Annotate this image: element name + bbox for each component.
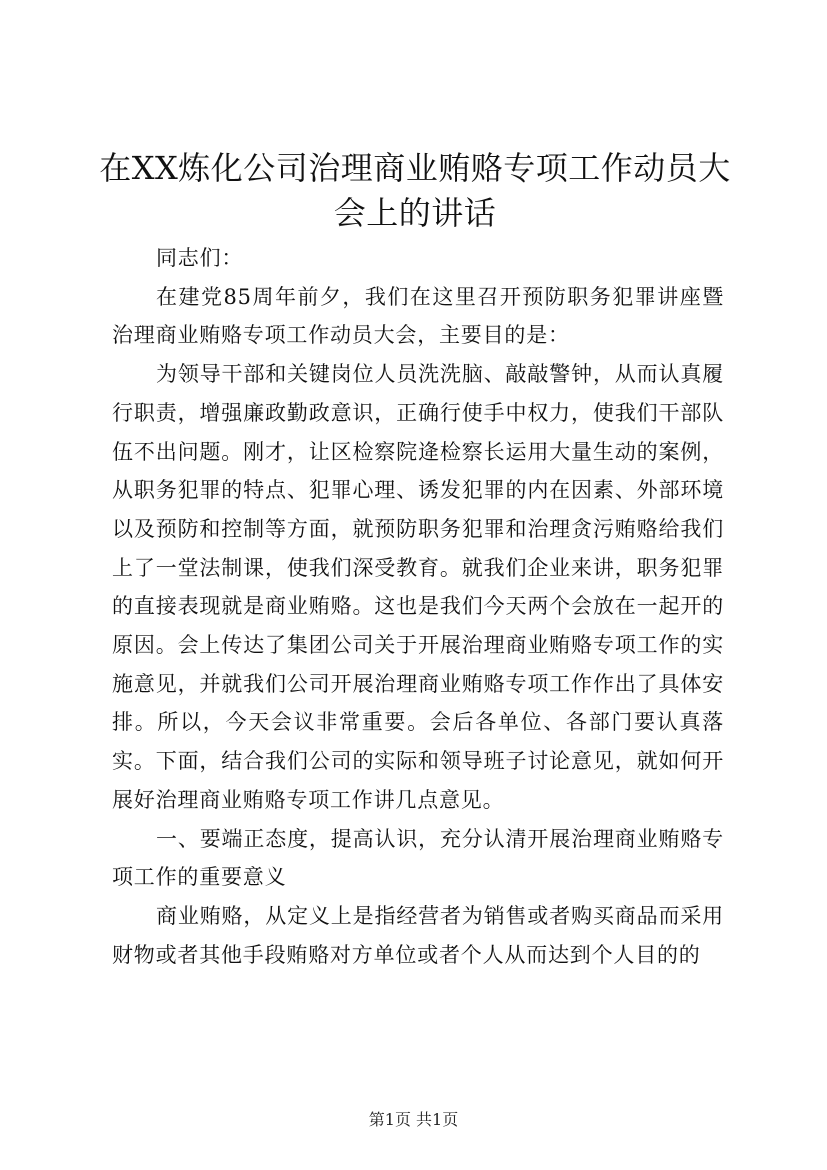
paragraph-section-heading: 一、要端正态度，提高认识，充分认清开展治理商业贿赂专项工作的重要意义 [112,826,724,890]
paragraph-purpose: 为领导干部和关键岗位人员洗洗脑、敲敲警钟，从而认真履行职责，增强廉政勤政意识，正确行使手中权力，使我们干部队伍不出问题。刚才，让区检察院逄检察长运用大量生动的案例，从职务犯罪的特点、犯罪心理、诱发犯罪的内在因素、外部环境以及预防和控制等方面，就预防职务犯罪和治理贪污贿赂给我们上了一堂法制课，使我们深受教育。就我们企业来讲，职务犯罪的直接表现就是商业贿赂。这也是我们今天两个会放在一起开的原因。会上传达了集团公司关于开展治理商业贿赂专项工作的实施意见，并就我们公司开展治理商业贿赂专项工作作出了具体安排。所以，今天会议非常重要。会后各单位、各部门要认真落实。下面，结合我们公司的实际和领导班子讨论意见，就如何开展好治理商业贿赂专项工作讲几点意见。 [112,362,724,812]
page-footer: 第1页 共1页 [368,1110,459,1129]
document-body [112,239,724,974]
paragraph-opening: 在建党85周年前夕，我们在这里召开预防职务犯罪讲座暨治理商业贿赂专项工作动员大会，主要目的是： [112,284,724,348]
paragraph-salutation: 同志们： [156,246,244,270]
paragraph-definition: 商业贿赂，从定义上是指经营者为销售或者购买商品而采用财物或者其他手段贿赂对方单位或者个人从而达到个人目的的 [112,903,724,967]
document-title: 在XX炼化公司治理商业贿赂专项工作动员大会上的讲话 [99,149,731,232]
